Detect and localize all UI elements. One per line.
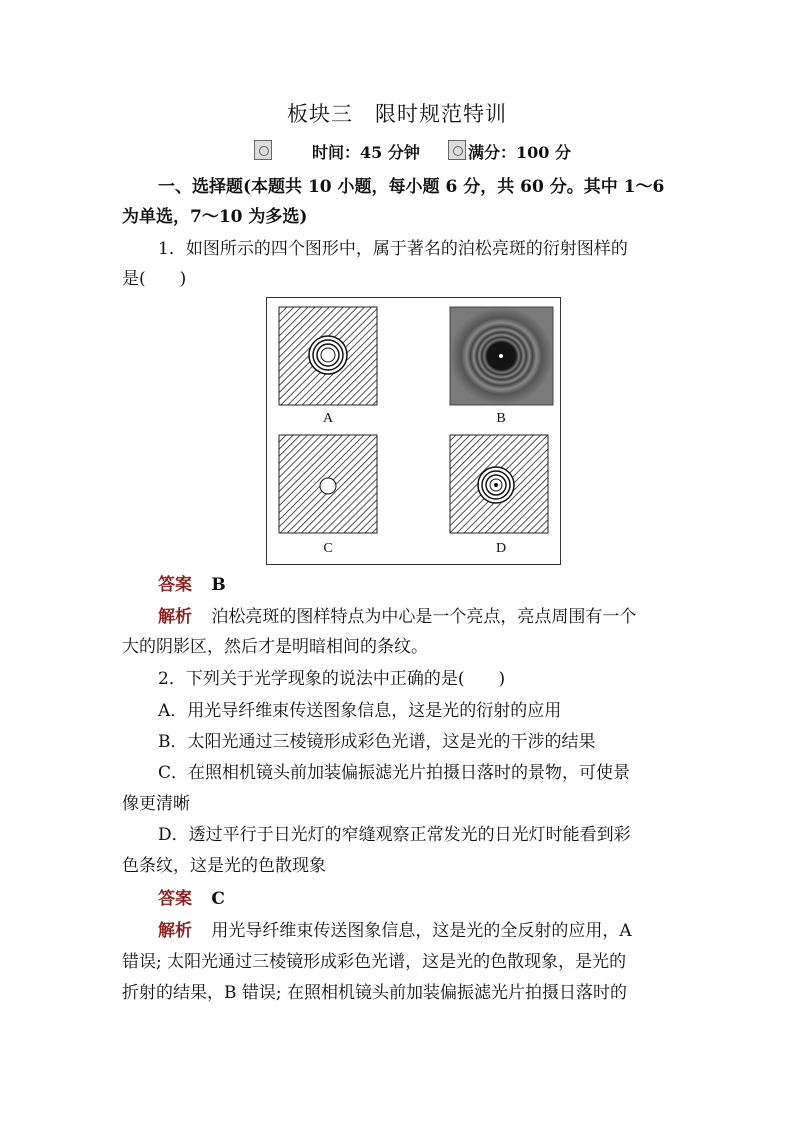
q2-analysis-row1 (158, 920, 678, 942)
figure-label-b: B (496, 411, 506, 426)
section-heading-line2: 为单选，7～10 为多选) (122, 207, 308, 227)
q1-answer-label: 答案 (158, 575, 192, 595)
q2-answer-row (158, 888, 678, 910)
q2-option-c-line2: 像更清晰 (122, 794, 190, 814)
score-icon (448, 140, 466, 160)
q2-analysis-text1: 用光导纤维束传送图象信息，这是光的全反射的应用，A (211, 921, 632, 941)
q2-option-a: A．用光导纤维束传送图象信息，这是光的衍射的应用 (158, 701, 562, 721)
pattern-c (279, 435, 377, 533)
figure-label-d: D (495, 541, 507, 556)
q2-option-c-line1: C．在照相机镜头前加装偏振滤光片拍摄日落时的景物，可使景 (158, 763, 631, 783)
q1-analysis-label: 解析 (158, 607, 192, 627)
full-score: 满分：100 分 (468, 143, 571, 162)
q2-answer-label: 答案 (158, 889, 192, 909)
section-heading-line1: 一、选择题(本题共 10 小题，每小题 6 分，共 60 分。其中 1～6 (158, 177, 665, 197)
q1-analysis-text1: 泊松亮斑的图样特点为中心是一个亮点，亮点周围有一个 (211, 607, 637, 627)
q2-analysis-row2: 错误; 太阳光通过三棱镜形成彩色光谱，这是光的色散现象，是光的 (122, 952, 627, 972)
q2-option-d-line2: 色条纹，这是光的色散现象 (122, 856, 326, 876)
q1-stem-line1: 1．如图所示的四个图形中，属于著名的泊松亮斑的衍射图样的 (158, 239, 628, 259)
pattern-a (279, 307, 377, 405)
q2-option-d-line1: D．透过平行于日光灯的窄缝观察正常发光的日光灯时能看到彩 (158, 825, 631, 845)
diffraction-figure (266, 297, 561, 565)
q2-analysis-label: 解析 (158, 921, 192, 941)
page-title: 板块三 限时规范特训 (287, 102, 507, 126)
q2-option-b: B．太阳光通过三棱镜形成彩色光谱，这是光的干涉的结果 (158, 732, 596, 752)
pattern-b (450, 307, 553, 405)
time-limit: 时间：45 分钟 (312, 143, 420, 162)
diffraction-figure-svg (267, 298, 560, 564)
q2-stem: 2．下列关于光学现象的说法中正确的是( ) (158, 669, 506, 689)
clock-icon (254, 140, 272, 160)
q1-analysis-row1 (158, 606, 678, 628)
q1-answer-value: B (211, 575, 226, 595)
q1-analysis-row2: 大的阴影区，然后才是明暗相间的条纹。 (122, 637, 428, 657)
time-score-bar (254, 140, 594, 164)
pattern-d (450, 435, 548, 533)
q1-stem-line2: 是( ) (122, 269, 187, 289)
figure-label-a: A (322, 411, 334, 426)
q2-answer-value: C (211, 889, 225, 909)
q2-analysis-row3: 折射的结果，B 错误; 在照相机镜头前加装偏振滤光片拍摄日落时的 (122, 983, 628, 1003)
figure-label-c: C (323, 541, 333, 556)
q1-answer-row (158, 574, 678, 596)
